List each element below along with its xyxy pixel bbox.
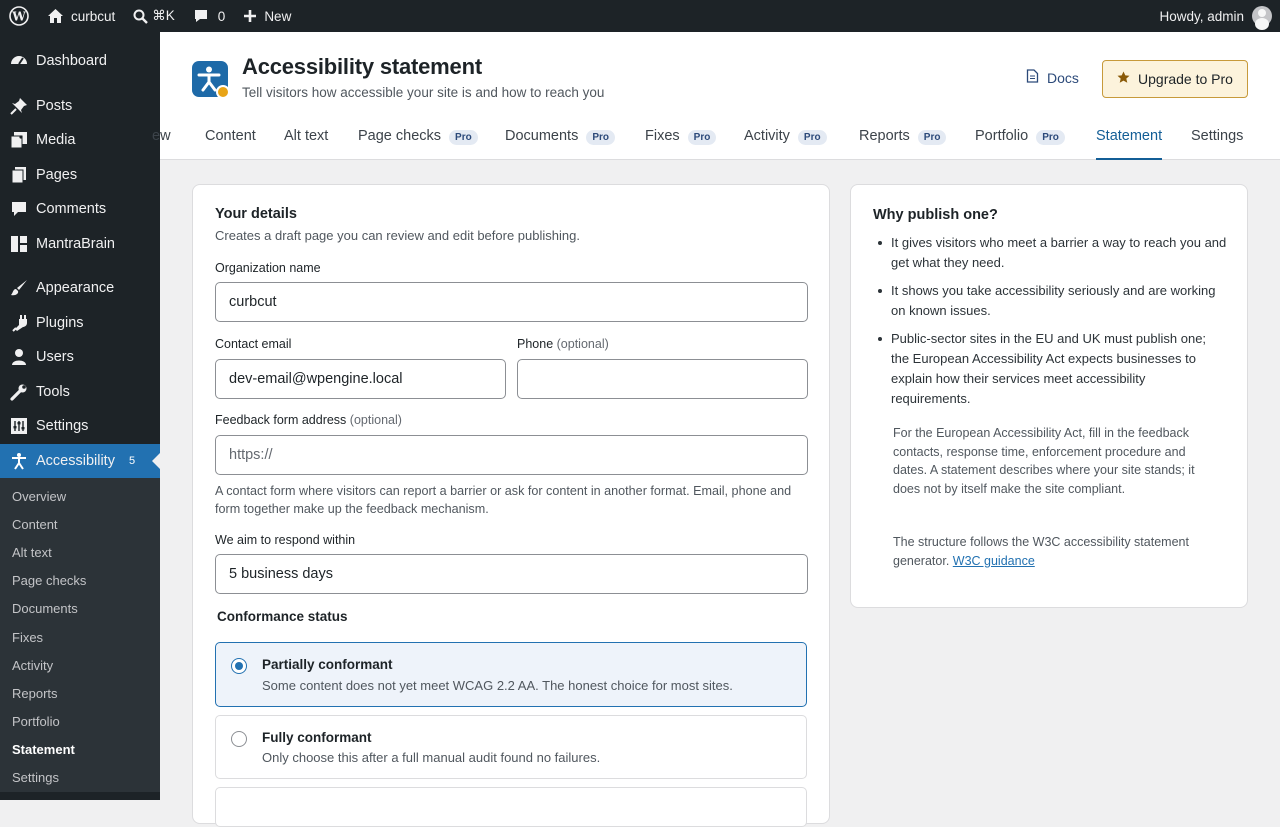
sidebar-item-label: Settings <box>36 418 89 435</box>
comment-icon <box>9 199 29 219</box>
sidebar-item-label: Comments <box>36 201 107 218</box>
eaa-note: For the European Accessibility Act, fill in the feedback contacts, response time, enforcement procedure and dates. A statement describes where your site stands; it does not by itself make the site compliant. <box>893 426 1195 496</box>
grid-icon <box>9 234 29 254</box>
comments-link[interactable] <box>184 0 235 32</box>
sidebar-item-comments[interactable] <box>0 192 160 227</box>
tab-label: Fixes <box>645 128 680 144</box>
submenu-item-portfolio[interactable]: Portfolio <box>12 714 60 730</box>
tab-label: Page checks <box>358 128 442 144</box>
pro-badge: Pro <box>1036 130 1065 145</box>
svg-text:W: W <box>12 9 26 24</box>
w3c-guidance-link[interactable]: W3C guidance <box>952 553 1035 568</box>
notification-count-badge: 5 <box>128 454 136 467</box>
radio-button[interactable] <box>231 658 247 674</box>
docs-link[interactable] <box>1026 69 1079 86</box>
pin-icon <box>9 96 29 116</box>
sidebar-item-label: Users <box>36 349 74 366</box>
search-shortcut-label: ⌘K <box>152 8 175 23</box>
contact-email-label: Contact email <box>215 337 292 351</box>
details-card <box>192 184 830 824</box>
brush-icon <box>9 278 29 298</box>
conformance-option-partial[interactable] <box>215 642 807 707</box>
sidebar-item-pages[interactable] <box>0 158 160 193</box>
tab-label: Statement <box>1096 128 1163 144</box>
page-title: Accessibility statement <box>242 54 482 79</box>
accessibility-submenu <box>0 478 160 792</box>
sidebar-item-media[interactable] <box>0 123 160 158</box>
phone-label <box>517 337 609 351</box>
tab-activity[interactable] <box>744 128 827 160</box>
submenu-item-page-checks[interactable]: Page checks <box>12 573 87 589</box>
list-item: It shows you take accessibility seriously and are working on known issues. <box>873 281 1227 321</box>
sidebar-item-label: Plugins <box>36 314 84 331</box>
wrench-icon <box>9 382 29 402</box>
sidebar-item-plugins[interactable] <box>0 306 160 341</box>
org-name-label: Organization name <box>215 261 321 275</box>
pages-icon <box>9 165 29 185</box>
why-publish-card <box>850 184 1248 608</box>
wordpress-logo-icon[interactable] <box>0 0 38 32</box>
tab-label: Portfolio <box>975 128 1029 144</box>
tab-label: Alt text <box>284 128 329 144</box>
sidebar-item-label: MantraBrain <box>36 235 115 252</box>
option-description: Only choose this after a full manual audit found no failures. <box>262 750 601 765</box>
plus-icon <box>243 9 257 23</box>
search-icon <box>133 9 148 24</box>
pro-badge: Pro <box>586 130 615 145</box>
feedback-form-label <box>215 413 402 427</box>
tab-bar <box>152 120 1280 160</box>
tab-statement[interactable] <box>1096 128 1162 160</box>
tab-content[interactable] <box>205 128 256 160</box>
comments-count: 0 <box>217 8 226 24</box>
option-title: Partially conformant <box>262 657 393 672</box>
sidebar-item-appearance[interactable] <box>0 271 160 306</box>
plugin-logo <box>192 61 228 97</box>
w3c-note <box>893 533 1213 570</box>
page-header <box>152 32 1280 160</box>
sidebar-item-label: Pages <box>36 166 78 183</box>
upgrade-label: Upgrade to Pro <box>1138 71 1233 87</box>
submenu-item-statement[interactable]: Statement <box>12 742 75 758</box>
dashboard-icon <box>9 51 29 71</box>
tab-documents[interactable] <box>505 128 615 160</box>
sidebar-item-users[interactable] <box>0 340 160 375</box>
sidebar-item-tools[interactable] <box>0 375 160 410</box>
w3c-note-text: The structure follows the W3C accessibility statement generator. <box>893 535 1189 568</box>
why-publish-heading: Why publish one? <box>873 207 998 223</box>
feedback-label-text: Feedback form address <box>215 413 347 427</box>
tab-label: Content <box>205 128 256 144</box>
contact-email-input[interactable]: dev-email@wpengine.local <box>215 359 506 399</box>
submenu-item-overview[interactable]: Overview <box>12 488 67 504</box>
radio-button[interactable] <box>231 731 247 747</box>
howdy-text: Howdy, admin <box>1159 8 1244 24</box>
details-heading: Your details <box>215 206 297 222</box>
home-icon <box>47 8 64 24</box>
media-icon <box>9 130 29 150</box>
tab-settings[interactable] <box>1191 128 1243 160</box>
pro-badge: Pro <box>798 130 827 145</box>
pro-badge: Pro <box>449 130 478 145</box>
sidebar-item-label: Tools <box>36 383 70 400</box>
check-badge-icon <box>216 85 230 99</box>
feedback-optional-text: (optional) <box>349 413 402 427</box>
tab-overview[interactable] <box>152 128 171 160</box>
new-content-link[interactable] <box>234 0 300 32</box>
list-item: It gives visitors who meet a barrier a way to reach you and get what they need. <box>873 233 1227 273</box>
tab-label: Settings <box>1191 128 1244 144</box>
submenu-item-alt-text[interactable]: Alt text <box>12 544 52 560</box>
tab-label: Documents <box>505 128 579 144</box>
phone-input[interactable] <box>517 359 808 399</box>
user-icon <box>9 347 29 367</box>
respond-within-input[interactable]: 5 business days <box>215 554 808 594</box>
sidebar-item-label: Posts <box>36 97 73 114</box>
benefits-list <box>873 233 1227 417</box>
avatar <box>1252 6 1272 26</box>
phone-label-text: Phone <box>517 337 554 351</box>
sidebar-item-mantrabrain[interactable] <box>0 227 160 262</box>
list-item: Public-sector sites in the EU and UK must publish one; the European Accessibility Act expects businesses to explain how their services meet accessibility requirements. <box>873 329 1227 409</box>
submenu-item-activity[interactable]: Activity <box>12 657 54 673</box>
pro-badge: Pro <box>688 130 717 145</box>
tab-page-checks[interactable] <box>358 128 478 160</box>
submenu-item-fixes[interactable]: Fixes <box>12 629 44 645</box>
sliders-icon <box>9 416 29 436</box>
new-label: New <box>264 8 292 24</box>
conformance-option-next[interactable] <box>215 787 807 827</box>
org-name-input[interactable]: curbcut <box>215 282 808 322</box>
option-title: Fully conformant <box>262 730 372 745</box>
sidebar-item-dashboard[interactable] <box>0 44 160 79</box>
tab-label: Activity <box>744 128 790 144</box>
accessibility-icon <box>9 451 29 471</box>
pro-badge: Pro <box>918 130 947 145</box>
tab-fixes[interactable] <box>645 128 716 160</box>
submenu-item-settings[interactable]: Settings <box>12 770 59 786</box>
sidebar-item-label: Accessibility <box>36 452 115 469</box>
my-account[interactable] <box>1150 0 1280 32</box>
submenu-item-reports[interactable]: Reports <box>12 685 58 701</box>
sidebar-item-accessibility[interactable] <box>0 444 160 479</box>
feedback-help-text: A contact form where visitors can report a barrier or ask for content in another format. Email, phone and form together make up the feedback mechanism. <box>215 484 792 516</box>
submenu-item-content[interactable]: Content <box>12 516 58 532</box>
sidebar-item-label: Appearance <box>36 280 115 297</box>
sidebar-item-settings[interactable] <box>0 409 160 444</box>
tab-reports[interactable] <box>859 128 946 160</box>
star-icon <box>1117 71 1130 87</box>
submenu-item-documents[interactable]: Documents <box>12 601 78 617</box>
admin-bar <box>0 0 1280 32</box>
tab-alt-text[interactable] <box>284 128 328 160</box>
sidebar-item-label: Dashboard <box>36 53 107 70</box>
phone-optional-text: (optional) <box>556 337 609 351</box>
tab-portfolio[interactable] <box>975 128 1065 160</box>
sidebar-item-posts[interactable] <box>0 89 160 124</box>
admin-sidebar <box>0 32 160 800</box>
upgrade-button[interactable] <box>1102 60 1248 98</box>
docs-label: Docs <box>1047 69 1079 86</box>
search-shortcut[interactable] <box>124 0 184 32</box>
document-icon <box>1026 69 1039 86</box>
conformance-heading: Conformance status <box>217 609 348 624</box>
conformance-option-full[interactable] <box>215 715 807 779</box>
site-name: curbcut <box>71 8 116 24</box>
option-description: Some content does not yet meet WCAG 2.2 AA. The honest choice for most sites. <box>262 678 733 693</box>
respond-within-label: We aim to respond within <box>215 533 356 547</box>
site-name-link[interactable] <box>38 0 124 32</box>
page-subtitle: Tell visitors how accessible your site is and how to reach you <box>242 85 605 100</box>
comment-icon <box>193 8 209 24</box>
plug-icon <box>9 313 29 333</box>
sidebar-item-label: Media <box>36 132 76 149</box>
tab-label: ew <box>152 128 171 144</box>
details-intro: Creates a draft page you can review and edit before publishing. <box>215 228 580 243</box>
feedback-form-input[interactable]: https:// <box>215 435 808 475</box>
tab-label: Reports <box>859 128 910 144</box>
